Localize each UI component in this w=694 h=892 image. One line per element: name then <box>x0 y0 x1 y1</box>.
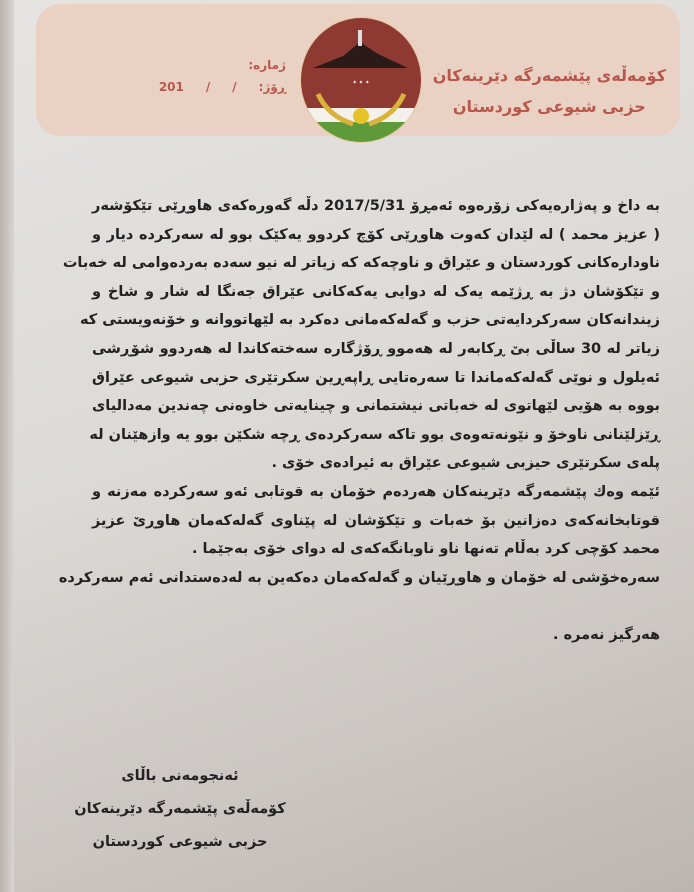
signature-line-3: حزبی شیوعی کوردستان <box>92 834 268 850</box>
organization-name <box>433 60 666 122</box>
body-line: قوتابخانەکەی دەزانین بۆ خەبات و تێکۆشان لە پێناوی گەلەکەمان هاوڕێ عزیز <box>92 512 660 529</box>
letterhead <box>36 4 680 136</box>
body-line: سەرەخۆشی لە خۆمان و هاوڕێیان و گەلەکەمان دەکەین بە لەدەستدانی ئەم سەرکردە <box>58 569 660 586</box>
body-line: بووە بە هۆیی لێهاتوی لە خەباتی نیشتمانی و چینایەتی خاوەنی چەندین مەدالیای <box>92 398 660 415</box>
body-line: بە داخ و پەژارەیەکی زۆرەوە ئەمڕۆ 2017/5/31 دڵە گەورەکەی هاوڕێی تێکۆشەر <box>92 198 660 214</box>
org-line-1: کۆمەڵەی پێشمەرگە دێرینەکان <box>432 66 666 85</box>
letter-body <box>58 192 660 650</box>
date-separator: / <box>205 80 211 94</box>
body-line: زیندانەکان سەرکردایەتی حزب و گەلەکەمانی دەکرد بە لێهاتووانە و خۆنەویستی کە <box>79 312 660 329</box>
body-line: و تێکۆشان دژ بە ڕژێمە یەک لە دوایی یەکەکانی عێراق جەنگا لە شار و شاخ و <box>92 283 660 300</box>
date-separator: / <box>232 80 237 94</box>
body-line <box>92 592 660 621</box>
number-label: ژمارە: <box>248 58 286 72</box>
body-line: زیاتر لە 30 ساڵی بێ ڕکابەر لە هەموو ڕۆژگارە سەختەکاندا لە هەردوو شۆڕشی <box>92 340 660 357</box>
signature-line-2: کۆمەڵەی پێشمەرگە دێرینەکان <box>74 801 286 817</box>
body-line: ڕێزلێنانی ناوخۆ و نێونەتەوەی بوو تاکە سەرکردەی ڕچە شکێن بوو یە وازهێنان لە <box>89 426 660 443</box>
date-year: 201 <box>158 80 184 94</box>
date-label: ڕۆژ: <box>258 80 286 94</box>
page-edge <box>0 0 14 892</box>
body-line: پلەی سکرتێری حیزبی شیوعی عێراق بە ئیرادەی خۆی . <box>271 455 660 472</box>
organization-logo <box>298 16 424 144</box>
body-line: ئەیلول و نوێی گەلەکەماندا تا سەرەتایی ڕاپەڕین سکرتێری حزبی شیوعی عێراق <box>92 369 660 386</box>
body-line: محمد کۆچی کرد بەڵام تەنها ناو ناوبانگەکەی لە دوای خۆی بەجێما . <box>192 541 660 558</box>
body-line: ( عزیز محمد ) لە لێدان کەوت هاوڕێی کۆچ کردوو یەکێک بوو لە سەرکردە دیار و <box>92 226 660 243</box>
body-line: هەرگیز نەمرە . <box>553 626 660 643</box>
body-line: ناودارەکانی کوردستان و عێراق و ناوچەکە کە زیاتر لە نیو سەدە بەردەوامی لە خەبات <box>62 255 660 272</box>
body-line: ئێمە وەك پێشمەرگە دێرینەکان هەردەم خۆمان بە قوتابی ئەو سەرکردە مەزنە و <box>92 483 660 500</box>
signature-line-1: ئەنجومەنی باڵای <box>121 768 239 784</box>
logo-text: ✦ ✦ ✦ <box>352 80 370 86</box>
signature-block <box>40 760 320 859</box>
org-line-2: حزبی شیوعی کوردستان <box>452 97 646 116</box>
reference-fields <box>146 54 286 98</box>
